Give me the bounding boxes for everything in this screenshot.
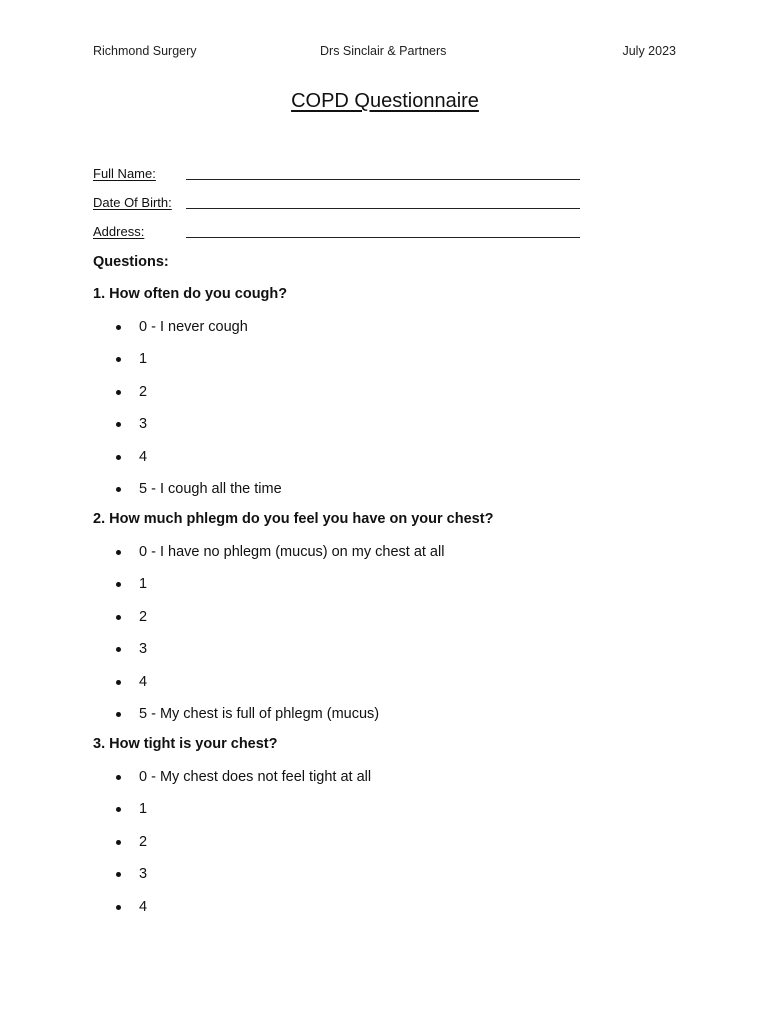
option-label: 4 <box>139 898 148 915</box>
option-label: 0 - My chest does not feel tight at all <box>139 769 372 785</box>
bullet-icon <box>116 712 121 717</box>
bullet-icon <box>116 680 121 685</box>
bullet-icon <box>116 582 121 587</box>
bullet-icon <box>116 872 121 877</box>
bullet-icon <box>116 390 121 395</box>
option-label: 5 - My chest is full of phlegm (mucus) <box>139 705 380 722</box>
bullet-icon <box>116 807 121 812</box>
address-field <box>93 224 583 244</box>
bullet-icon <box>116 422 121 427</box>
page-title: COPD Questionnaire <box>291 90 479 112</box>
full-name-line[interactable] <box>186 179 580 180</box>
full-name-label: Full Name: <box>93 166 156 181</box>
option-label: 1 <box>139 801 148 818</box>
option-label: 2 <box>139 383 148 400</box>
full-name-field <box>93 166 583 186</box>
option-label: 2 <box>139 833 148 850</box>
bullet-icon <box>116 325 121 330</box>
option-label: 0 - I never cough <box>139 319 248 335</box>
address-label: Address: <box>93 224 145 239</box>
option-label: 4 <box>139 448 148 465</box>
option-label: 5 - I cough all the time <box>139 480 282 497</box>
date-of-birth-label: Date Of Birth: <box>93 195 172 210</box>
bullet-icon <box>116 550 121 555</box>
option-label: 1 <box>139 576 148 593</box>
header-practice-name: Richmond Surgery <box>93 44 197 58</box>
question-1-text: 1. How often do you cough? <box>93 286 288 302</box>
bullet-icon <box>116 840 121 845</box>
question-3-text: 3. How tight is your chest? <box>93 736 278 752</box>
header-date: July 2023 <box>622 44 676 58</box>
option-label: 0 - I have no phlegm (mucus) on my chest at all <box>139 544 445 560</box>
bullet-icon <box>116 487 121 492</box>
bullet-icon <box>116 357 121 362</box>
option-label: 4 <box>139 673 148 690</box>
option-label: 3 <box>139 866 148 883</box>
option-label: 2 <box>139 608 148 625</box>
address-line[interactable] <box>186 237 580 238</box>
date-of-birth-field <box>93 195 583 215</box>
question-2-text: 2. How much phlegm do you feel you have on your chest? <box>93 511 494 527</box>
option-label: 1 <box>139 351 148 368</box>
option-label: 3 <box>139 641 148 658</box>
bullet-icon <box>116 455 121 460</box>
date-of-birth-line[interactable] <box>186 208 580 209</box>
header-doctors: Drs Sinclair & Partners <box>320 44 447 58</box>
questions-heading: Questions: <box>93 254 169 270</box>
bullet-icon <box>116 615 121 620</box>
bullet-icon <box>116 647 121 652</box>
bullet-icon <box>116 905 121 910</box>
bullet-icon <box>116 775 121 780</box>
option-label: 3 <box>139 416 148 433</box>
